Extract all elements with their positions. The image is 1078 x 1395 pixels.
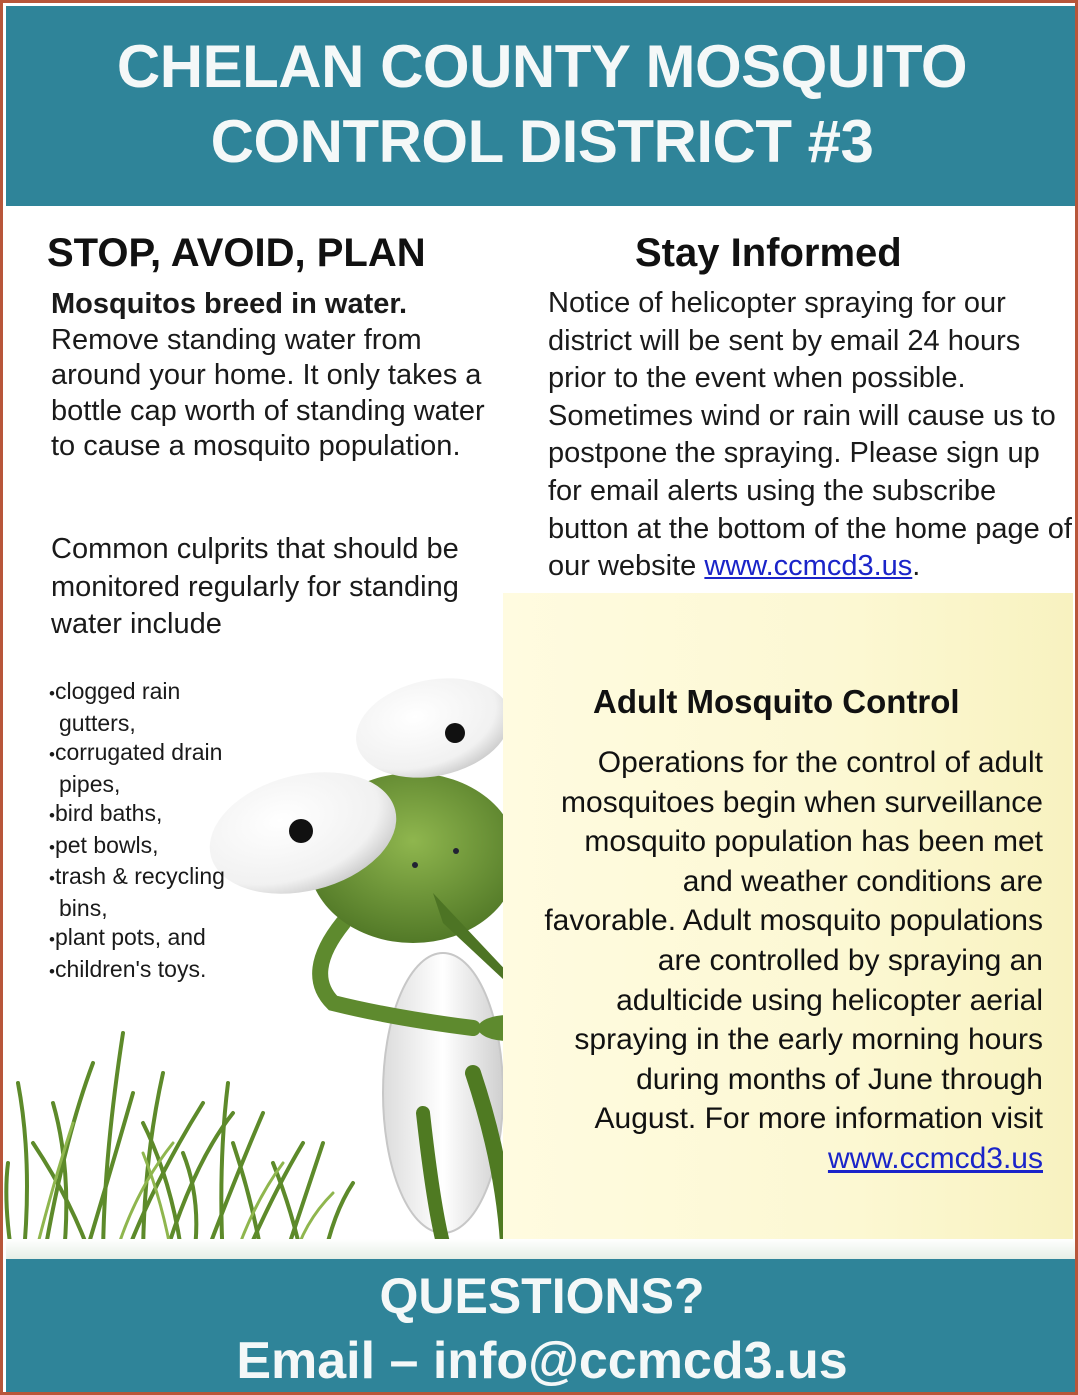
- stay-informed-heading: Stay Informed: [635, 231, 902, 275]
- stop-avoid-plan-heading: STOP, AVOID, PLAN: [47, 231, 426, 275]
- list-item: • bird baths,: [49, 799, 249, 831]
- list-item: • plant pots, and: [49, 923, 249, 955]
- stay-informed-paragraph: [548, 285, 1073, 586]
- adult-control-paragraph: [543, 743, 1043, 1179]
- stay-informed-text: Notice of helicopter spraying for our district will be sent by email 24 hours prior to the event when possible. Sometimes wind or rain will cause us to postpone the spraying. Please sign up for email alerts using the subscribe button at the bottom of the home page of our website: [548, 287, 1072, 583]
- culprits-paragraph: Common culprits that should be monitored regularly for standing water include: [51, 533, 459, 640]
- list-item: • clogged rain gutters,: [49, 677, 249, 738]
- title-line-1: CHELAN COUNTY MOSQUITO: [116, 33, 968, 100]
- website-link-2[interactable]: www.ccmcd3.us: [827, 1141, 1043, 1175]
- questions-heading: QUESTIONS?: [379, 1268, 705, 1324]
- adult-control-heading: Adult Mosquito Control: [593, 683, 960, 720]
- breeding-paragraph: [51, 287, 511, 465]
- adult-control-text: Operations for the control of adult mosquitoes begin when surveillance mosquito population has been met and weather conditions are favorable. Adult mosquito populations are controlled by spraying an adulticide using helicopter aerial spraying in the early morning hours during months of June through August. For more information visit: [544, 746, 1043, 1136]
- breeding-text: Remove standing water from around your home. It only takes a bottle cap worth of standing water to cause a mosquito population.: [51, 323, 485, 462]
- culprits-list: [49, 677, 249, 986]
- questions-banner: [6, 1259, 1078, 1395]
- title-banner: [6, 6, 1078, 206]
- footer-grass-strip: [6, 1239, 1078, 1259]
- grass-illustration: [6, 1033, 353, 1263]
- list-item: • pet bowls,: [49, 831, 249, 863]
- title-line-2: CONTROL DISTRICT #3: [210, 108, 874, 175]
- list-item: • children's toys.: [49, 955, 249, 987]
- contact-email[interactable]: Email – info@ccmcd3.us: [236, 1332, 848, 1390]
- breeding-lead: Mosquitos breed in water.: [51, 288, 408, 320]
- link-suffix: .: [912, 550, 921, 583]
- website-link[interactable]: www.ccmcd3.us: [704, 550, 913, 583]
- list-item: • trash & recycling bins,: [49, 862, 249, 923]
- list-item: • corrugated drain pipes,: [49, 738, 249, 799]
